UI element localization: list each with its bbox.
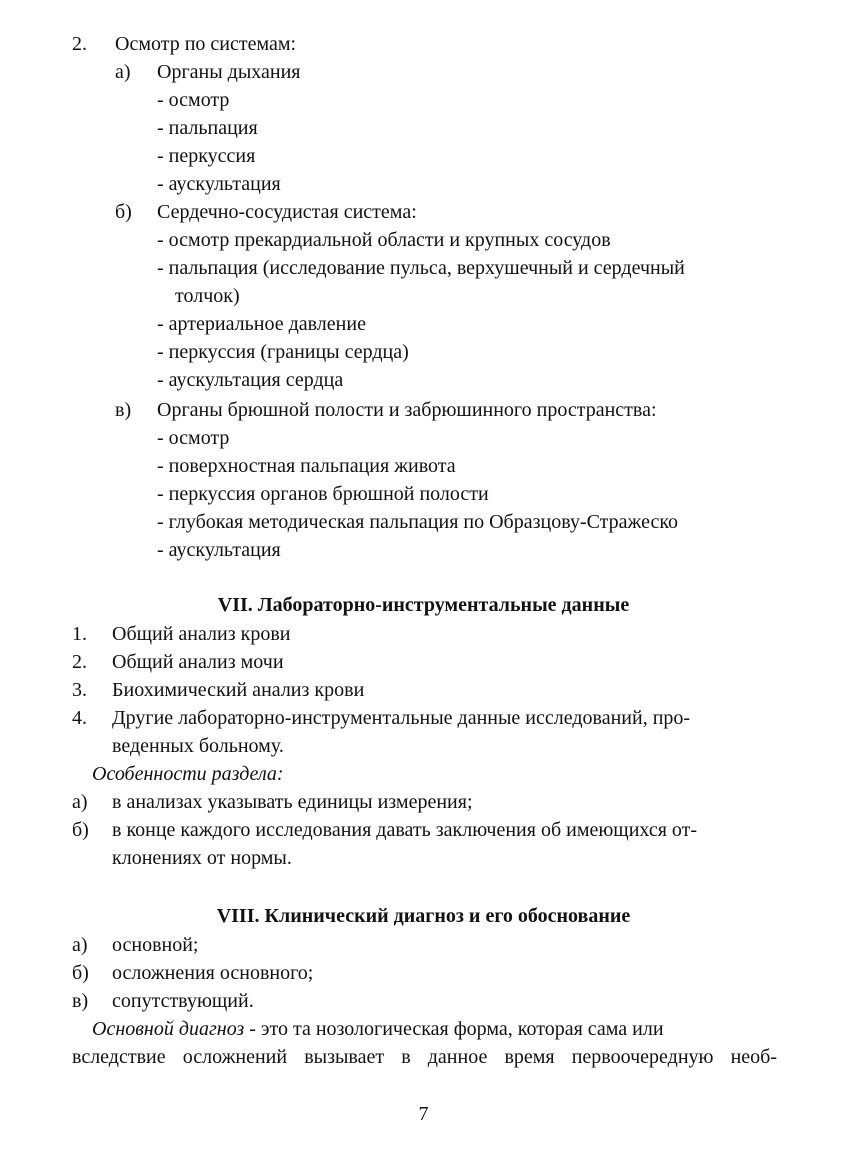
sub-marker: б) xyxy=(115,201,132,223)
list-item: - осмотр xyxy=(157,89,230,111)
paragraph-line xyxy=(92,1017,777,1041)
item-number: 2. xyxy=(72,651,87,673)
list-item: - артериальное давление xyxy=(157,313,366,335)
item-number: 2. xyxy=(72,33,87,55)
paragraph-text: - это та нозологическая форма, которая сама или xyxy=(244,1018,664,1040)
list-item: - перкуссия xyxy=(157,145,256,167)
sub-marker: б) xyxy=(72,819,89,841)
list-item: Другие лабораторно-инструментальные данные исследований, про- xyxy=(112,707,691,729)
sub-marker: в) xyxy=(115,399,132,421)
list-item-continuation: толчок) xyxy=(175,285,240,307)
sub-marker: в) xyxy=(72,990,89,1012)
list-item: Общий анализ мочи xyxy=(112,651,284,673)
sub-marker: а) xyxy=(72,934,88,956)
list-item: основной; xyxy=(112,934,199,956)
subsection-title: Сердечно-сосудистая система: xyxy=(157,201,417,223)
list-item: - осмотр xyxy=(157,427,230,449)
section-heading: VII. Лабораторно-инструментальные данные xyxy=(217,594,630,616)
paragraph-line: вследствие осложнений вызывает в данное время первоочередную необ- xyxy=(72,1046,777,1068)
list-item: - аускультация сердца xyxy=(157,369,344,391)
list-item-continuation: клонениях от нормы. xyxy=(112,847,292,869)
sub-marker: а) xyxy=(115,61,131,83)
features-label: Особенности раздела: xyxy=(92,763,284,785)
list-item: - поверхностная пальпация живота xyxy=(157,455,456,477)
sub-marker: а) xyxy=(72,791,88,813)
list-item: - перкуссия органов брюшной полости xyxy=(157,483,489,505)
list-item: в конце каждого исследования давать заключения об имеющихся от- xyxy=(112,819,698,841)
list-item: - аускультация xyxy=(157,173,281,195)
section-title: Осмотр по системам: xyxy=(115,33,297,55)
list-item: в анализах указывать единицы измерения; xyxy=(112,791,473,813)
list-item: - осмотр прекардиальной области и крупных сосудов xyxy=(157,229,611,251)
item-number: 3. xyxy=(72,679,87,701)
subsection-title: Органы дыхания xyxy=(157,61,301,83)
item-number: 4. xyxy=(72,707,87,729)
list-item: - глубокая методическая пальпация по Образцову-Стражеско xyxy=(157,511,679,533)
list-item-continuation: веденных больному. xyxy=(112,735,284,757)
subsection-title: Органы брюшной полости и забрюшинного пространства: xyxy=(157,399,657,421)
list-item: - аускультация xyxy=(157,539,281,561)
sub-marker: б) xyxy=(72,962,89,984)
paragraph-term: Основной диагноз xyxy=(92,1018,245,1040)
list-item: осложнения основного; xyxy=(112,962,314,984)
item-number: 1. xyxy=(72,623,87,645)
list-item: Биохимический анализ крови xyxy=(112,679,365,701)
list-item: - перкуссия (границы сердца) xyxy=(157,341,409,363)
section-heading: VIII. Клинический диагноз и его обоснование xyxy=(216,905,631,927)
list-item: сопутствующий. xyxy=(112,990,254,1012)
list-item: - пальпация xyxy=(157,117,258,139)
list-item: - пальпация (исследование пульса, верхушечный и сердечный xyxy=(157,257,685,279)
page-number: 7 xyxy=(418,1103,429,1125)
list-item: Общий анализ крови xyxy=(112,623,291,645)
